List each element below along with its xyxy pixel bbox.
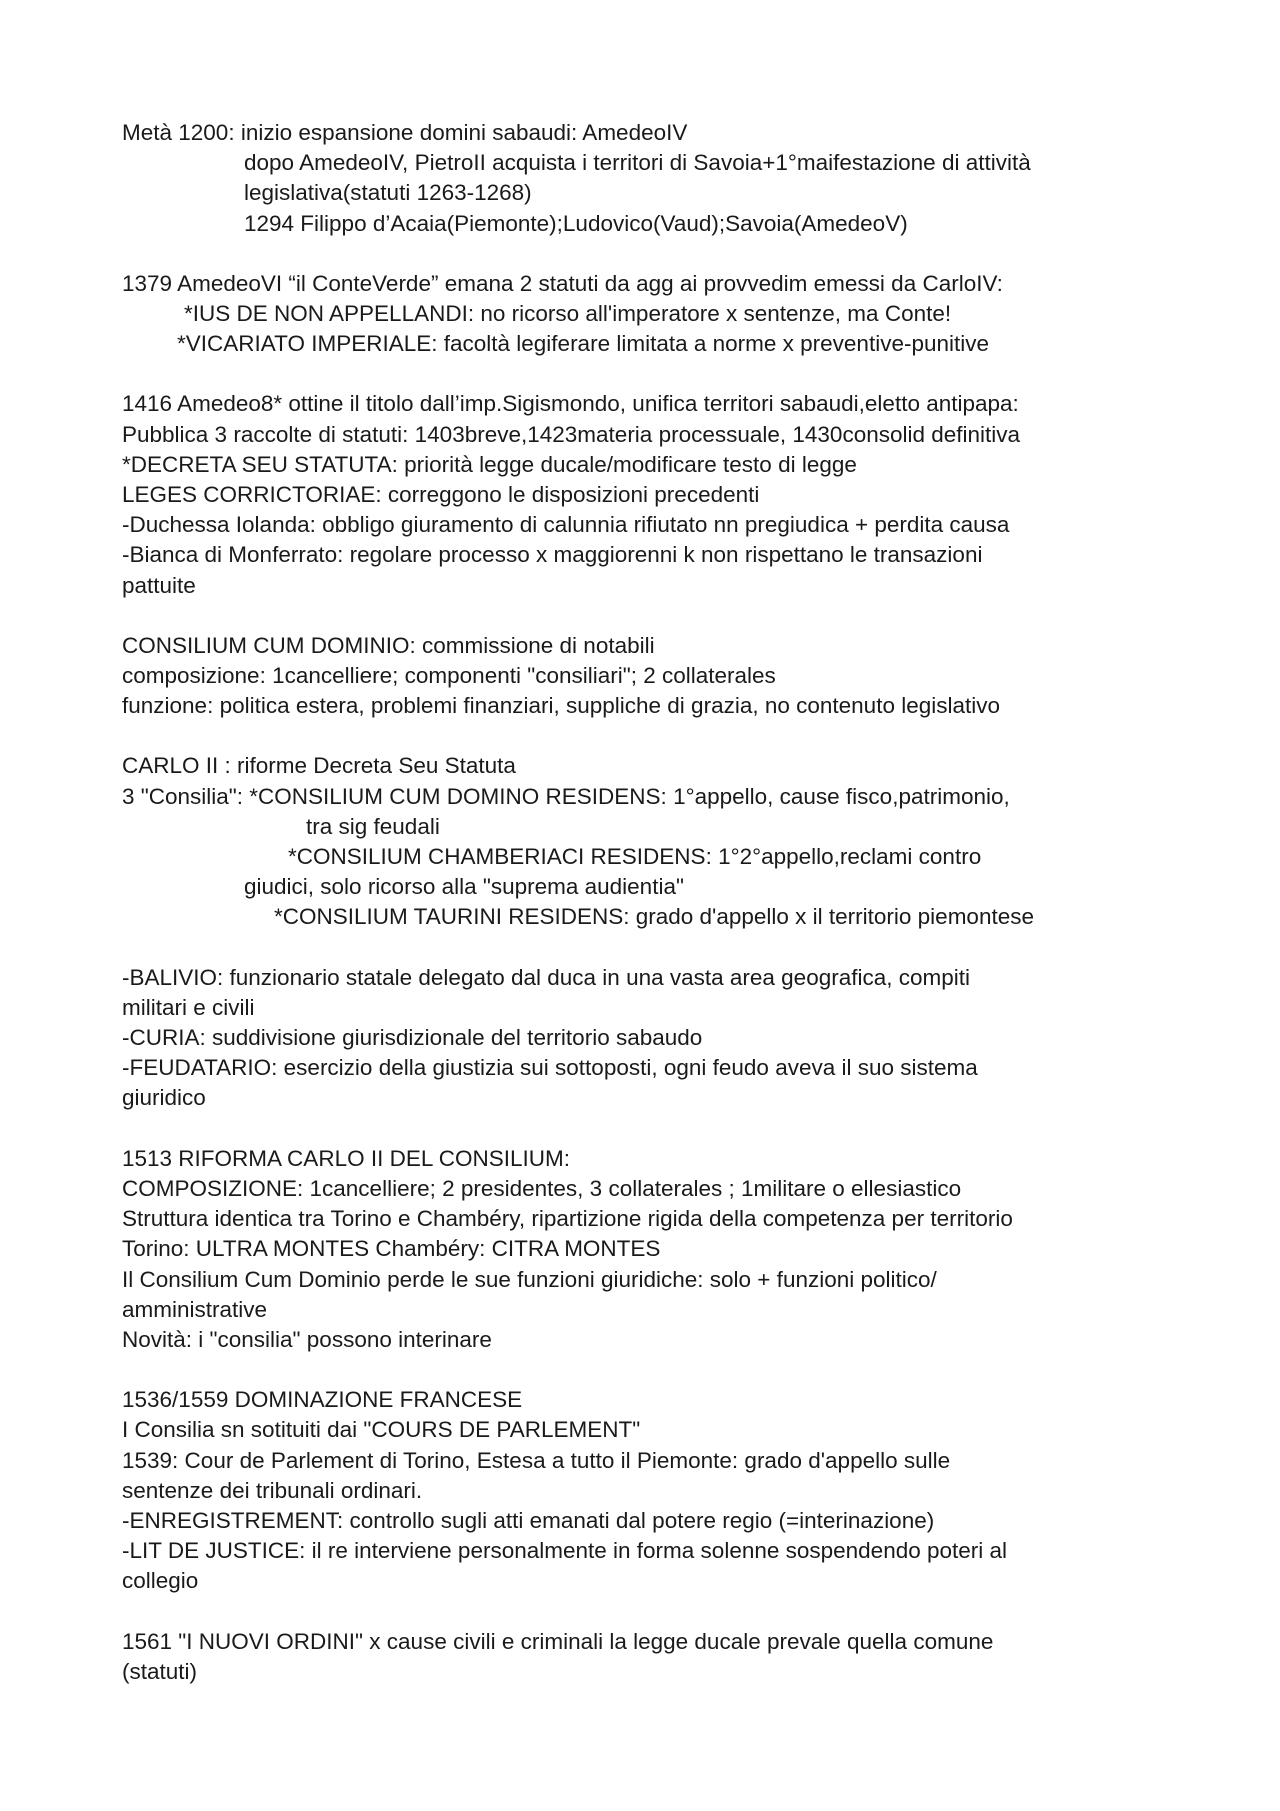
text-line: composizione: 1cancelliere; componenti "consiliari"; 2 collaterales xyxy=(122,663,776,689)
text-line: sentenze dei tribunali ordinari. xyxy=(122,1477,423,1503)
paragraph-block xyxy=(122,1144,1182,1355)
text-line: *DECRETA SEU STATUTA: priorità legge ducale/modificare testo di legge xyxy=(122,451,857,477)
text-line: -CURIA: suddivisione giurisdizionale del territorio sabaudo xyxy=(122,1025,703,1051)
text-line: Novità: i "consilia" possono interinare xyxy=(122,1326,492,1352)
paragraph-gap xyxy=(122,1355,1182,1385)
paragraph-block xyxy=(122,269,1182,360)
text-line: 1513 RIFORMA CARLO II DEL CONSILIUM: xyxy=(122,1145,571,1171)
text-line: Metà 1200: inizio espansione domini sabaudi: AmedeoIV xyxy=(122,120,688,145)
text-line: *CONSILIUM TAURINI RESIDENS: grado d'appello x il territorio piemontese xyxy=(274,904,1034,930)
text-line: -ENREGISTREMENT: controllo sugli atti emanati dal potere regio (=interinazione) xyxy=(122,1507,935,1533)
text-line: *IUS DE NON APPELLANDI: no ricorso all'imperatore x sentenze, ma Conte! xyxy=(184,301,952,327)
paragraph-gap xyxy=(122,721,1182,751)
text-line: giudici, solo ricorso alla "suprema audientia" xyxy=(244,874,684,900)
paragraph-block xyxy=(122,389,1182,600)
paragraph-block xyxy=(122,1385,1182,1596)
text-line: -BALIVIO: funzionario statale delegato dal duca in una vasta area geografica, compiti xyxy=(122,964,971,990)
paragraph-gap xyxy=(122,1597,1182,1627)
text-line: 1379 AmedeoVI “il ConteVerde” emana 2 statuti da agg ai provvedim emessi da CarloIV: xyxy=(122,270,1003,296)
text-line: 1539: Cour de Parlement di Torino, Estesa a tutto il Piemonte: grado d'appello sulle xyxy=(122,1447,951,1473)
text-line: funzione: politica estera, problemi finanziari, suppliche di grazia, no contenuto legislativo xyxy=(122,693,1001,719)
text-line: -LIT DE JUSTICE: il re interviene personalmente in forma solenne sospendendo poteri al xyxy=(122,1538,1008,1564)
paragraph-gap xyxy=(122,1114,1182,1144)
paragraph-block xyxy=(122,751,1182,932)
paragraph-block xyxy=(122,631,1182,722)
paragraph-gap xyxy=(122,933,1182,963)
text-line: 3 "Consilia": *CONSILIUM CUM DOMINO RESIDENS: 1°appello, cause fisco,patrimonio, xyxy=(122,783,1010,809)
paragraph-gap xyxy=(122,239,1182,269)
text-line: militari e civili xyxy=(122,994,255,1020)
text-line: LEGES CORRICTORIAE: correggono le disposizioni precedenti xyxy=(122,482,760,508)
paragraph-block xyxy=(122,1627,1182,1687)
text-line: dopo AmedeoIV, PietroII acquista i territori di Savoia+1°maifestazione di attività xyxy=(244,150,1031,176)
text-line: Torino: ULTRA MONTES Chambéry: CITRA MONTES xyxy=(122,1236,661,1262)
text-line: CONSILIUM CUM DOMINIO: commissione di notabili xyxy=(122,632,655,658)
paragraph-block xyxy=(122,118,1182,239)
text-line: *VICARIATO IMPERIALE: facoltà legiferare limitata a norme x preventive-punitive xyxy=(177,331,989,357)
text-line: 1561 "I NUOVI ORDINI" x cause civili e criminali la legge ducale prevale quella comune xyxy=(122,1628,994,1654)
text-line: -Duchessa Iolanda: obbligo giuramento di calunnia rifiutato nn pregiudica + perdita causa xyxy=(122,512,1010,538)
text-line: 1416 Amedeo8* ottine il titolo dall’imp.Sigismondo, unifica territori sabaudi,eletto antipapa: xyxy=(122,391,1019,417)
text-line: pattuite xyxy=(122,572,196,598)
text-line: -Bianca di Monferrato: regolare processo x maggiorenni k non rispettano le transazioni xyxy=(122,542,983,568)
text-line: 1536/1559 DOMINAZIONE FRANCESE xyxy=(122,1387,523,1413)
text-line: collegio xyxy=(122,1568,199,1594)
text-line: (statuti) xyxy=(122,1658,198,1684)
text-line: 1294 Filippo d’Acaia(Piemonte);Ludovico(Vaud);Savoia(AmedeoV) xyxy=(244,210,908,236)
paragraph-gap xyxy=(122,601,1182,631)
text-line: legislativa(statuti 1263-1268) xyxy=(244,180,532,206)
paragraph-block xyxy=(122,963,1182,1114)
text-line: Pubblica 3 raccolte di statuti: 1403breve,1423materia processuale, 1430consolid definitiva xyxy=(122,421,1021,447)
text-line: COMPOSIZIONE: 1cancelliere; 2 presidentes, 3 collaterales ; 1militare o ellesiastico xyxy=(122,1175,962,1201)
text-line: I Consilia sn sotituiti dai "COURS DE PARLEMENT" xyxy=(122,1417,641,1443)
text-line: Struttura identica tra Torino e Chambéry, ripartizione rigida della competenza per territorio xyxy=(122,1206,1013,1232)
document-page xyxy=(122,118,1182,1687)
text-line: *CONSILIUM CHAMBERIACI RESIDENS: 1°2°appello,reclami contro xyxy=(288,844,982,870)
text-line: giuridico xyxy=(122,1085,206,1111)
text-line: amministrative xyxy=(122,1296,268,1322)
text-line: Il Consilium Cum Dominio perde le sue funzioni giuridiche: solo + funzioni politico/ xyxy=(122,1266,937,1292)
text-line: CARLO II : riforme Decreta Seu Statuta xyxy=(122,753,516,779)
paragraph-gap xyxy=(122,359,1182,389)
text-line: tra sig feudali xyxy=(306,813,440,839)
text-line: -FEUDATARIO: esercizio della giustizia sui sottoposti, ogni feudo aveva il suo sistema xyxy=(122,1055,978,1081)
